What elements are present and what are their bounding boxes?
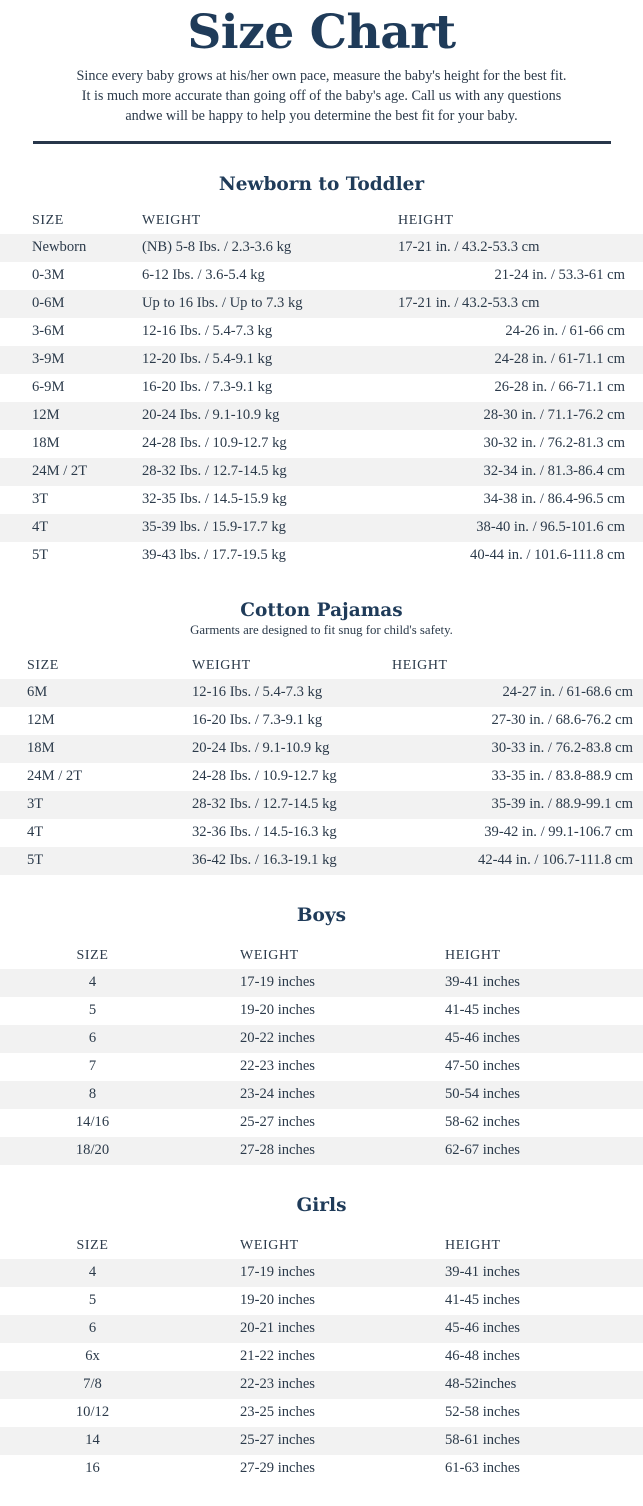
column-header-size: SIZE — [76, 1237, 109, 1253]
cell-size: 18M — [0, 735, 165, 763]
cell-weight: 32-35 Ibs. / 14.5-15.9 kg — [142, 491, 287, 508]
cell-height: 58-62 inches — [445, 1114, 520, 1131]
cell-size: 18/20 — [0, 1137, 185, 1165]
table-row — [0, 514, 643, 542]
cell-height: 62-67 inches — [390, 1137, 643, 1165]
table-row — [0, 262, 643, 290]
cell-height: 28-30 in. / 71.1-76.2 cm — [366, 402, 643, 430]
table-row — [0, 458, 643, 486]
column-header-weight: WEIGHT — [192, 657, 251, 673]
cell-weight: 20-22 inches — [185, 1025, 390, 1053]
cell-height: 45-46 inches — [390, 1315, 643, 1343]
cell-weight: 21-22 inches — [240, 1348, 315, 1365]
cell-size: 6 — [0, 1315, 185, 1343]
cell-size: Newborn — [0, 234, 110, 262]
cell-size: 14/16 — [75, 1114, 110, 1131]
cell-weight: 28-32 Ibs. / 12.7-14.5 kg — [165, 791, 365, 819]
page-title: Size Chart — [187, 5, 456, 60]
table-row — [0, 346, 643, 374]
cell-weight: 20-24 Ibs. / 9.1-10.9 kg — [165, 735, 365, 763]
cell-size: 7 — [88, 1058, 97, 1075]
cell-size: 5T — [32, 547, 49, 564]
intro-paragraph — [0, 62, 643, 126]
cell-weight: 23-24 inches — [185, 1081, 390, 1109]
column-header-weight: WEIGHT — [142, 212, 201, 228]
intro-line-2: It is much more accurate than going off of the baby's age. Call us with any questions — [81, 88, 562, 105]
table-header-row — [0, 942, 643, 969]
cell-size: 6 — [0, 1025, 185, 1053]
table-row — [0, 1109, 643, 1137]
table-row — [0, 969, 643, 997]
table-row — [0, 430, 643, 458]
table-row — [0, 318, 643, 346]
table-row — [0, 707, 643, 735]
cell-size: 18M — [32, 435, 60, 452]
cell-height: 40-44 in. / 101.6-111.8 cm — [470, 547, 625, 564]
table-row — [0, 542, 643, 570]
cell-weight: 35-39 lbs. / 15.9-17.7 kg — [110, 514, 366, 542]
table-cotton-pajamas — [0, 652, 643, 875]
cell-size: 5 — [88, 1002, 97, 1019]
cell-size: 12M — [0, 402, 110, 430]
cell-height: 45-46 inches — [390, 1025, 643, 1053]
cell-weight: 36-42 Ibs. / 16.3-19.1 kg — [165, 847, 365, 875]
table-header-row — [0, 652, 643, 679]
cell-size: 0-3M — [32, 267, 65, 284]
cell-height: 50-54 inches — [390, 1081, 643, 1109]
table-row — [0, 1287, 643, 1315]
cell-size: 4 — [0, 1259, 185, 1287]
cell-height: 39-41 inches — [390, 969, 643, 997]
cell-size: 3T — [32, 491, 49, 508]
cell-height: 34-38 in. / 86.4-96.5 cm — [483, 491, 625, 508]
intro-line-1: Since every baby grows at his/her own pace, measure the baby's height for the best fit. — [76, 68, 567, 85]
cell-height: 33-35 in. / 83.8-88.9 cm — [491, 768, 633, 785]
section-title-boys: Boys — [296, 904, 347, 926]
cell-height: 46-48 inches — [445, 1348, 520, 1365]
table-row — [0, 1427, 643, 1455]
table-row — [0, 1371, 643, 1399]
cell-size: 6M — [0, 679, 165, 707]
cell-height: 38-40 in. / 96.5-101.6 cm — [366, 514, 643, 542]
column-header-height: HEIGHT — [445, 1237, 501, 1253]
table-row — [0, 997, 643, 1025]
cell-height: 21-24 in. / 53.3-61 cm — [494, 267, 625, 284]
cell-height: 41-45 inches — [445, 1292, 520, 1309]
cell-weight: 20-21 inches — [185, 1315, 390, 1343]
column-header-size: SIZE — [76, 947, 109, 963]
cell-weight: 17-19 inches — [185, 1259, 390, 1287]
cell-weight: 27-29 inches — [240, 1460, 315, 1477]
cell-height: 26-28 in. / 66-71.1 cm — [494, 379, 625, 396]
section-subtitle-cotton-pajamas: Garments are designed to fit snug for child's safety. — [190, 622, 453, 637]
cell-weight: 12-20 Ibs. / 5.4-9.1 kg — [110, 346, 366, 374]
table-row — [0, 234, 643, 262]
table-row — [0, 1025, 643, 1053]
cell-size: 0-6M — [0, 290, 110, 318]
column-header-size: SIZE — [32, 212, 64, 228]
cell-height: 48-52inches — [390, 1371, 643, 1399]
cell-size: 7/8 — [0, 1371, 185, 1399]
cell-height: 42-44 in. / 106.7-111.8 cm — [365, 847, 643, 875]
cell-weight: 25-27 inches — [240, 1114, 315, 1131]
intro-line-3: andwe will be happy to help you determine the best fit for your baby. — [125, 108, 518, 125]
cell-height: 61-63 inches — [445, 1460, 520, 1477]
cell-height: 41-45 inches — [445, 1002, 520, 1019]
table-row — [0, 847, 643, 875]
cell-weight: 25-27 inches — [185, 1427, 390, 1455]
table-row — [0, 486, 643, 514]
cell-size: 5T — [0, 847, 165, 875]
column-header-height: HEIGHT — [445, 947, 501, 963]
cell-height: 30-33 in. / 76.2-83.8 cm — [365, 735, 643, 763]
header-divider — [0, 141, 643, 144]
table-row — [0, 1455, 643, 1483]
cell-weight: 6-12 Ibs. / 3.6-5.4 kg — [142, 267, 265, 284]
cell-weight: 12-16 Ibs. / 5.4-7.3 kg — [165, 679, 365, 707]
table-row — [0, 1053, 643, 1081]
cell-size: 4T — [0, 514, 110, 542]
column-header-weight: WEIGHT — [240, 947, 299, 963]
cell-weight: 28-32 Ibs. / 12.7-14.5 kg — [110, 458, 366, 486]
cell-weight: Up to 16 Ibs. / Up to 7.3 kg — [110, 290, 366, 318]
cell-weight: (NB) 5-8 Ibs. / 2.3-3.6 kg — [110, 234, 366, 262]
table-row — [0, 1315, 643, 1343]
table-row — [0, 763, 643, 791]
cell-weight: 16-20 Ibs. / 7.3-9.1 kg — [142, 379, 273, 396]
table-row — [0, 402, 643, 430]
table-row — [0, 1137, 643, 1165]
cell-size: 6-9M — [32, 379, 65, 396]
table-row — [0, 791, 643, 819]
cell-height: 30-32 in. / 76.2-81.3 cm — [483, 435, 625, 452]
cell-size: 4 — [0, 969, 185, 997]
cell-size: 24M / 2T — [27, 768, 83, 785]
section-title-cotton-pajamas: Cotton Pajamas — [240, 599, 403, 621]
cell-size: 14 — [0, 1427, 185, 1455]
cell-height: 24-28 in. / 61-71.1 cm — [366, 346, 643, 374]
cell-height: 39-42 in. / 99.1-106.7 cm — [484, 824, 633, 841]
cell-weight: 24-28 Ibs. / 10.9-12.7 kg — [192, 768, 337, 785]
cell-height: 24-27 in. / 61-68.6 cm — [365, 679, 643, 707]
size-chart-document — [0, 6, 643, 1493]
cell-size: 5 — [88, 1292, 97, 1309]
cell-height: 24-26 in. / 61-66 cm — [505, 323, 625, 340]
cell-weight: 20-24 Ibs. / 9.1-10.9 kg — [110, 402, 366, 430]
cell-size: 12M — [27, 712, 55, 729]
cell-weight: 32-36 Ibs. / 14.5-16.3 kg — [192, 824, 337, 841]
table-header-row — [0, 207, 643, 234]
table-header-row — [0, 1232, 643, 1259]
cell-size: 8 — [0, 1081, 185, 1109]
cell-weight: 39-43 lbs. / 17.7-19.5 kg — [142, 547, 286, 564]
cell-size: 4T — [27, 824, 44, 841]
table-row — [0, 1259, 643, 1287]
column-header-weight: WEIGHT — [240, 1237, 299, 1253]
table-row — [0, 735, 643, 763]
column-header-height: HEIGHT — [398, 212, 454, 228]
section-title-newborn-to-toddler: Newborn to Toddler — [218, 173, 425, 195]
cell-weight: 17-19 inches — [185, 969, 390, 997]
cell-weight: 19-20 inches — [240, 1002, 315, 1019]
column-header-height: HEIGHT — [392, 657, 448, 673]
table-row — [0, 819, 643, 847]
cell-weight: 22-23 inches — [185, 1371, 390, 1399]
cell-weight: 24-28 Ibs. / 10.9-12.7 kg — [142, 435, 287, 452]
cell-weight: 16-20 Ibs. / 7.3-9.1 kg — [192, 712, 323, 729]
cell-height: 39-41 inches — [390, 1259, 643, 1287]
cell-size: 6x — [85, 1348, 100, 1365]
cell-height: 27-30 in. / 68.6-76.2 cm — [491, 712, 633, 729]
column-header-size: SIZE — [27, 657, 59, 673]
table-row — [0, 374, 643, 402]
cell-height: 17-21 in. / 43.2-53.3 cm — [366, 234, 643, 262]
cell-size: 16 — [85, 1460, 100, 1477]
cell-height: 32-34 in. / 81.3-86.4 cm — [366, 458, 643, 486]
table-girls — [0, 1232, 643, 1483]
table-row — [0, 1399, 643, 1427]
cell-weight: 22-23 inches — [240, 1058, 315, 1075]
cell-height: 52-58 inches — [445, 1404, 520, 1421]
cell-size: 3-9M — [0, 346, 110, 374]
cell-weight: 12-16 Ibs. / 5.4-7.3 kg — [142, 323, 273, 340]
table-row — [0, 1081, 643, 1109]
cell-height: 47-50 inches — [445, 1058, 520, 1075]
cell-height: 58-61 inches — [390, 1427, 643, 1455]
cell-size: 24M / 2T — [0, 458, 110, 486]
table-row — [0, 1343, 643, 1371]
cell-weight: 27-28 inches — [185, 1137, 390, 1165]
cell-size: 3-6M — [32, 323, 65, 340]
table-row — [0, 679, 643, 707]
cell-height: 17-21 in. / 43.2-53.3 cm — [366, 290, 643, 318]
cell-size: 3T — [0, 791, 165, 819]
table-row — [0, 290, 643, 318]
table-newborn-to-toddler — [0, 207, 643, 570]
section-title-girls: Girls — [296, 1194, 347, 1216]
cell-size: 10/12 — [75, 1404, 110, 1421]
cell-height: 35-39 in. / 88.9-99.1 cm — [365, 791, 643, 819]
cell-weight: 19-20 inches — [240, 1292, 315, 1309]
cell-weight: 23-25 inches — [240, 1404, 315, 1421]
table-boys — [0, 942, 643, 1165]
